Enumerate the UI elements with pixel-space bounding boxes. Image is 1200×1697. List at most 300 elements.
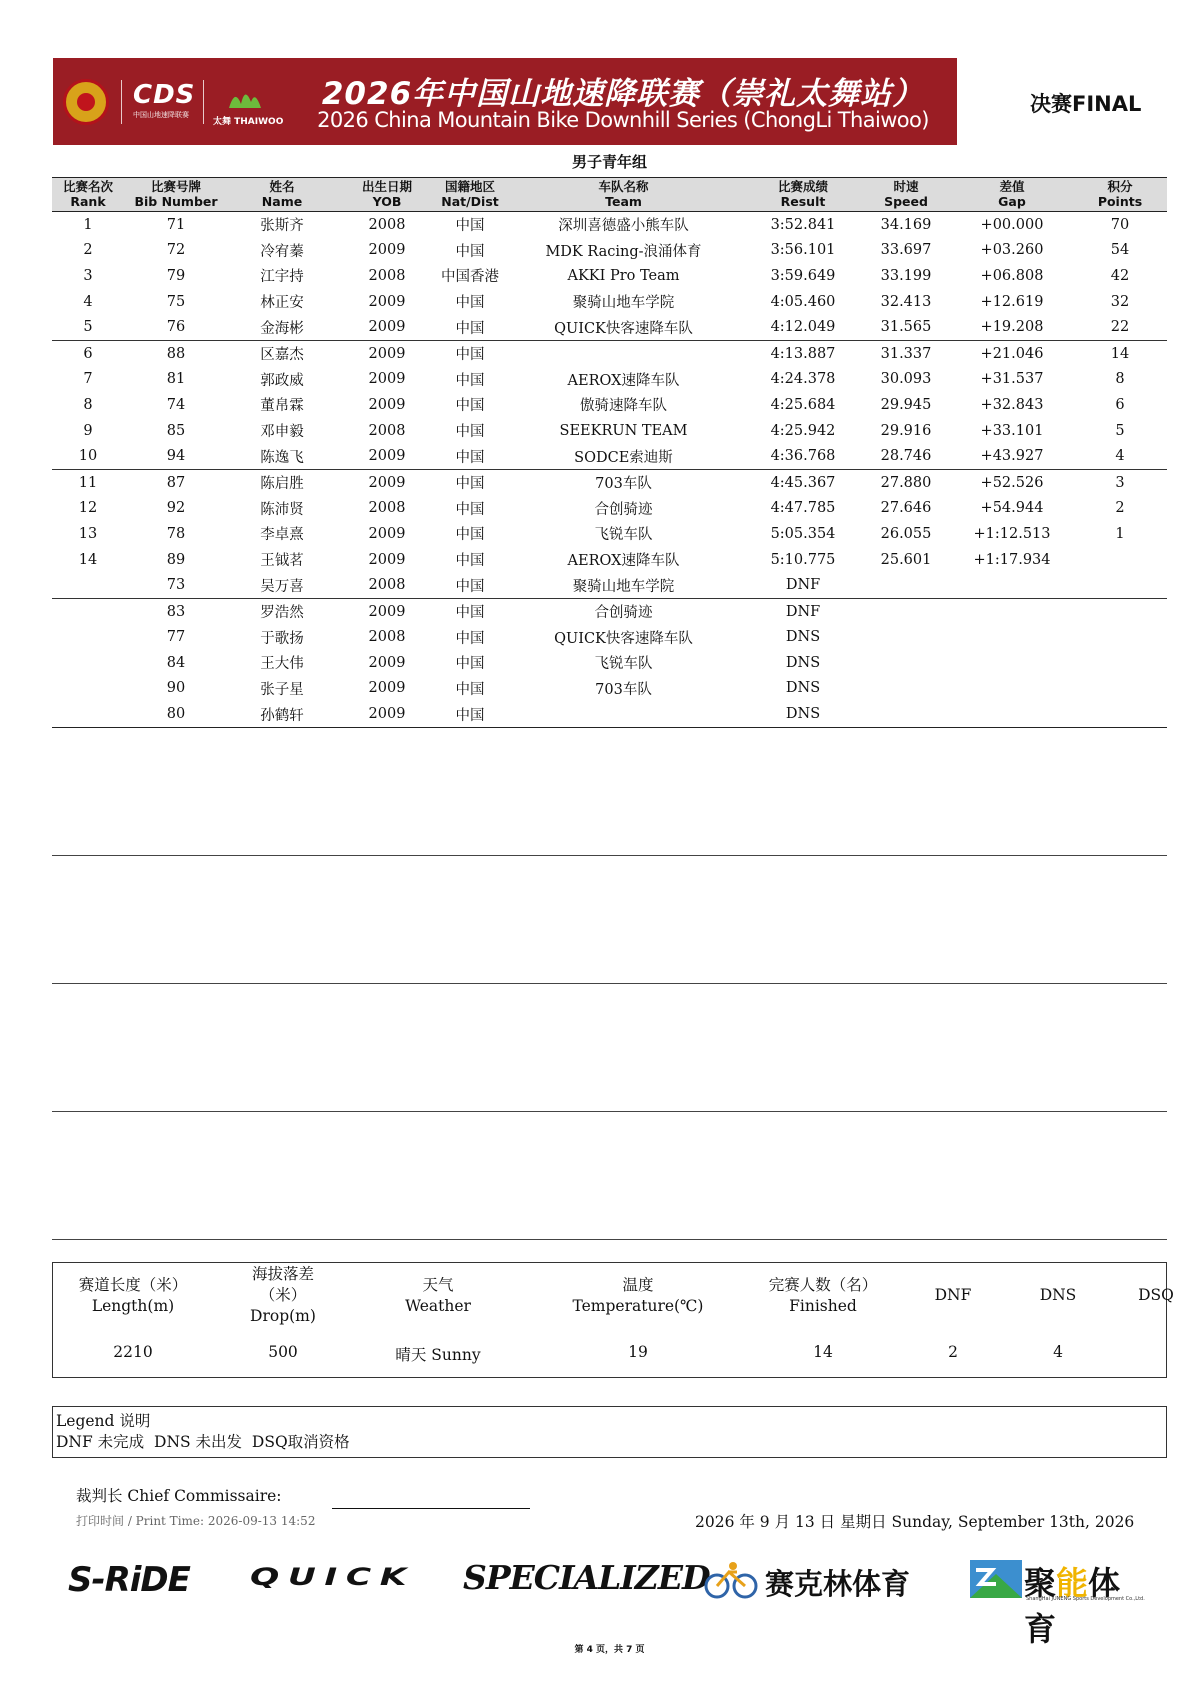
- bicycle-icon: [703, 1560, 759, 1600]
- cell-gap: [951, 676, 1073, 702]
- cell-result: 3:52.841: [770, 216, 836, 233]
- cell-gap: [951, 650, 1073, 676]
- thaiwoo-logo: [213, 84, 293, 128]
- cell-points: 8: [1115, 371, 1125, 388]
- finished-label-en: Finished: [789, 1297, 857, 1315]
- cell-yob: 2009: [336, 701, 438, 727]
- cell-rank: 12: [78, 500, 98, 517]
- dsq-label: DSQ: [1138, 1286, 1174, 1304]
- temperature-label-en: Temperature(℃): [572, 1297, 704, 1315]
- column-header: [745, 178, 861, 212]
- cell-gap: +03.260: [980, 242, 1044, 259]
- cell-points: 4: [1073, 443, 1167, 469]
- cell-gap: +19.208: [951, 314, 1073, 340]
- specialized-logo: SPECIALIZED: [463, 1558, 710, 1597]
- cell-name: 邓申毅: [260, 424, 304, 441]
- cell-points: 3: [1115, 474, 1125, 491]
- cell-gap: +52.526: [980, 474, 1044, 491]
- cell-name: 江宇持: [260, 269, 304, 286]
- cell-name: 李卓熹: [260, 527, 304, 544]
- cell-rank: 9: [83, 422, 93, 439]
- table-row: [52, 701, 1167, 727]
- cell-result: DNS: [785, 629, 821, 646]
- length-label-cn: 赛道长度（米）: [78, 1276, 188, 1294]
- juneng-sports-logo: [970, 1556, 1150, 1648]
- cell-points: [1073, 701, 1167, 727]
- cell-yob: 2009: [336, 443, 438, 469]
- dns-label: DNS: [1039, 1286, 1077, 1304]
- cell-yob: 2008: [336, 572, 438, 598]
- cell-yob: 2009: [368, 680, 406, 697]
- cell-yob: 2008: [368, 500, 406, 517]
- column-header: [951, 178, 1073, 212]
- cell-team: 703车队: [595, 681, 652, 698]
- chief-commissaire-label: 裁判长 Chief Commissaire:: [76, 1487, 282, 1505]
- cell-team: AEROX速降车队: [567, 553, 680, 570]
- column-header: [438, 178, 502, 212]
- cell-nat: 中国: [455, 424, 485, 441]
- column-header: [52, 178, 124, 212]
- cell-nat: 中国: [455, 218, 485, 235]
- cell-speed: 29.945: [880, 396, 932, 413]
- cell-nat: 中国: [455, 656, 485, 673]
- cell-points: 5: [1115, 422, 1125, 439]
- cell-result: 5:05.354: [770, 525, 836, 542]
- cell-bib: 89: [166, 551, 186, 568]
- cell-rank: 14: [78, 551, 98, 568]
- cell-team: 深圳喜德盛小熊车队: [558, 218, 689, 235]
- cell-gap: +1:12.513: [973, 525, 1051, 542]
- cell-result: DNF: [745, 572, 861, 598]
- cell-bib: 73: [124, 572, 228, 598]
- cell-speed: 25.601: [880, 551, 932, 568]
- cell-speed: 27.646: [880, 500, 932, 517]
- national-emblem-icon: [63, 79, 109, 125]
- cell-points: [1073, 598, 1167, 624]
- cell-rank: 1: [83, 216, 93, 233]
- juneng-text-accent: 能: [1056, 1564, 1089, 1602]
- blank-row-divider: [52, 1111, 1167, 1112]
- cell-points: [1073, 547, 1167, 573]
- cell-yob: 2008: [368, 267, 406, 284]
- cell-speed: 33.697: [880, 242, 932, 259]
- cell-speed: 31.565: [861, 314, 951, 340]
- cell-rank: 4: [83, 293, 93, 310]
- cell-result: 4:13.887: [770, 345, 836, 362]
- cell-yob: 2009: [368, 345, 406, 362]
- cell-name: 张子星: [260, 681, 304, 698]
- table-row: [52, 212, 1167, 238]
- cell-team: 傲骑速降车队: [580, 398, 667, 415]
- cell-name: 郭政威: [260, 372, 304, 389]
- weather-label: [383, 1275, 493, 1317]
- cell-nat: 中国: [455, 243, 485, 260]
- cell-gap: +32.843: [980, 396, 1044, 413]
- event-title-en: 2026 China Mountain Bike Downhill Series (ChongLi Thaiwoo): [317, 108, 929, 132]
- cell-yob: 2009: [368, 396, 406, 413]
- cell-speed: 27.880: [880, 474, 932, 491]
- weather-label-en: Weather: [405, 1297, 471, 1315]
- cell-team: 703车队: [595, 476, 652, 493]
- quick-logo-icon: [250, 1566, 420, 1588]
- cell-rank: 3: [83, 267, 93, 284]
- cell-speed: 29.916: [880, 422, 932, 439]
- print-time: 打印时间 / Print Time: 2026-09-13 14:52: [76, 1514, 316, 1528]
- results-table: [52, 177, 1167, 728]
- cell-team: 飞锐车队: [594, 656, 653, 673]
- stage-label: 决赛FINAL: [1030, 92, 1142, 116]
- cell-team: 聚骑山地车学院: [572, 295, 675, 312]
- saike-sports-logo: [703, 1556, 933, 1606]
- column-header: [336, 178, 438, 212]
- cell-bib: 71: [166, 216, 186, 233]
- cell-rank: [52, 701, 124, 727]
- cell-nat: 中国: [455, 476, 485, 493]
- cell-speed: [861, 625, 951, 651]
- cell-name: 罗浩然: [260, 605, 304, 622]
- cell-points: 70: [1110, 216, 1130, 233]
- cell-nat: 中国: [438, 701, 502, 727]
- cell-result: 4:36.768: [745, 443, 861, 469]
- cell-speed: 32.413: [880, 293, 932, 310]
- legend-title: Legend 说明: [56, 1412, 151, 1430]
- cell-yob: 2009: [368, 654, 406, 671]
- table-row: [52, 521, 1167, 547]
- cell-points: 14: [1110, 345, 1130, 362]
- cell-yob: 2008: [368, 422, 406, 439]
- cell-speed: 28.746: [861, 443, 951, 469]
- cell-rank: 10: [52, 443, 124, 469]
- cell-team: QUICK快客速降车队: [502, 314, 745, 340]
- cell-nat: 中国: [438, 314, 502, 340]
- cell-rank: [52, 676, 124, 702]
- cell-yob: 2008: [368, 629, 406, 646]
- cell-points: 1: [1115, 525, 1125, 542]
- cell-name: 冷宥蓁: [260, 243, 304, 260]
- cell-yob: 2009: [368, 242, 406, 259]
- cell-result: 4:25.684: [770, 396, 836, 413]
- cell-team: 合创骑迹: [594, 605, 653, 622]
- cell-name: 王钺茗: [260, 553, 304, 570]
- cell-yob: 2009: [368, 525, 406, 542]
- cell-rank: 7: [83, 371, 93, 388]
- cell-nat: 中国: [455, 372, 485, 389]
- cell-bib: 88: [166, 345, 186, 362]
- cell-result: 3:59.649: [770, 267, 836, 284]
- cell-gap: +33.101: [980, 422, 1044, 439]
- cell-name: 王大伟: [260, 656, 304, 673]
- cell-speed: 31.337: [880, 345, 932, 362]
- cell-points: 2: [1115, 500, 1125, 517]
- banner-divider: [203, 80, 204, 124]
- blank-row-divider: [52, 1239, 1167, 1240]
- cell-bib: 94: [124, 443, 228, 469]
- cell-result: DNS: [785, 680, 821, 697]
- column-header: [1073, 178, 1167, 212]
- legend-text: DNF 未完成 DNS 未出发 DSQ取消资格: [56, 1433, 350, 1451]
- cell-nat: 中国: [455, 605, 485, 622]
- table-row: [52, 289, 1167, 315]
- cell-gap: [951, 701, 1073, 727]
- cell-team: [502, 701, 745, 727]
- cds-logo-text: CDS: [133, 80, 196, 110]
- cell-name: 区嘉杰: [260, 347, 304, 364]
- juneng-mark-icon: [970, 1560, 1022, 1598]
- length-value: 2210: [113, 1343, 153, 1361]
- cell-points: [1073, 676, 1167, 702]
- drop-value: 500: [268, 1343, 298, 1361]
- column-header-cn: 车队名称: [598, 179, 649, 194]
- column-header-en: Gap: [998, 194, 1026, 209]
- cell-gap: +1:17.934: [973, 551, 1051, 568]
- cell-yob: 2009: [368, 551, 406, 568]
- column-header-en: Speed: [884, 194, 928, 209]
- cell-name: 林正安: [260, 295, 304, 312]
- saike-sports-text: 赛克林体育: [765, 1567, 911, 1601]
- cell-gap: +00.000: [980, 216, 1044, 233]
- cell-yob: 2009: [368, 603, 406, 620]
- drop-label-unit: （米）: [259, 1286, 307, 1304]
- cell-name: 董帛霖: [260, 398, 304, 415]
- cell-yob: 2009: [368, 474, 406, 491]
- table-row: [52, 676, 1167, 702]
- cell-speed: 33.199: [880, 267, 932, 284]
- cell-points: 22: [1073, 314, 1167, 340]
- cell-result: 4:12.049: [745, 314, 861, 340]
- cell-name: 陈沛贤: [260, 501, 304, 518]
- column-header-en: YOB: [372, 194, 402, 209]
- cell-result: DNS: [745, 701, 861, 727]
- cell-nat: 中国: [455, 527, 485, 544]
- table-row: [52, 598, 1167, 624]
- cell-result: 4:45.367: [770, 474, 836, 491]
- cell-speed: 34.169: [880, 216, 932, 233]
- blank-row-divider: [52, 983, 1167, 984]
- juneng-subtext: ShangHai JUNENG Sports Development Co.,Ltd.: [1026, 1596, 1145, 1602]
- cell-nat: 中国: [438, 443, 502, 469]
- length-label-en: Length(m): [91, 1297, 175, 1315]
- cell-points: [1073, 572, 1167, 598]
- cell-points: 42: [1110, 267, 1130, 284]
- table-row: [52, 392, 1167, 418]
- cell-team: [502, 340, 745, 366]
- table-row: [52, 469, 1167, 495]
- cell-rank: 11: [78, 474, 98, 491]
- table-row: [52, 650, 1167, 676]
- column-header-cn: 出生日期: [361, 179, 412, 194]
- cell-bib: 75: [166, 293, 186, 310]
- cell-speed: [861, 650, 951, 676]
- cell-rank: 13: [78, 525, 98, 542]
- finished-label: [743, 1275, 903, 1317]
- cds-logo-subtext: 中国山地速降联赛: [133, 111, 189, 119]
- cell-points: [1073, 650, 1167, 676]
- cell-name: 陈启胜: [260, 476, 304, 493]
- quick-logo: [250, 1566, 420, 1588]
- temperature-label: [558, 1275, 718, 1317]
- cell-gap: +06.808: [980, 267, 1044, 284]
- temperature-label-cn: 温度: [622, 1276, 654, 1294]
- cell-gap: +54.944: [980, 500, 1044, 517]
- cell-bib: 90: [166, 680, 186, 697]
- column-header-cn: 姓名: [269, 179, 295, 194]
- finished-value: 14: [813, 1343, 833, 1361]
- cell-team: SEEKRUN TEAM: [559, 422, 688, 439]
- cell-bib: 78: [166, 525, 186, 542]
- cell-bib: 85: [166, 422, 186, 439]
- cell-yob: 2009: [368, 293, 406, 310]
- cell-speed: 26.055: [880, 525, 932, 542]
- column-header-en: Points: [1097, 194, 1143, 209]
- cell-nat: 中国: [438, 572, 502, 598]
- cell-gap: [951, 598, 1073, 624]
- cell-speed: [861, 572, 951, 598]
- cell-name: 吴万喜: [228, 572, 336, 598]
- column-header-cn: 积分: [1107, 179, 1133, 194]
- cell-yob: 2008: [368, 216, 406, 233]
- thaiwoo-leaf-icon: [227, 84, 263, 110]
- cell-result: 4:05.460: [770, 293, 836, 310]
- cell-nat: 中国: [455, 501, 485, 518]
- cell-nat: 中国: [455, 295, 485, 312]
- cell-team: MDK Racing-浪涌体育: [545, 243, 702, 260]
- juneng-sports-text: [1024, 1558, 1150, 1650]
- drop-label-en: Drop(m): [250, 1307, 316, 1325]
- cell-speed: [861, 598, 951, 624]
- event-date: 2026 年 9 月 13 日 星期日 Sunday, September 13th, 2026: [695, 1513, 1135, 1531]
- cell-points: 32: [1110, 293, 1130, 310]
- column-header-en: Name: [261, 194, 303, 209]
- banner-divider: [121, 80, 122, 124]
- table-row: [52, 314, 1167, 340]
- drop-label: [233, 1264, 333, 1327]
- cell-nat: 中国: [455, 398, 485, 415]
- table-row: [52, 547, 1167, 573]
- cell-bib: 81: [166, 371, 186, 388]
- cell-gap: +31.537: [980, 371, 1044, 388]
- cell-result: 4:24.378: [770, 371, 836, 388]
- dnf-value: 2: [948, 1343, 958, 1361]
- table-row: [52, 496, 1167, 522]
- cell-gap: +12.619: [980, 293, 1044, 310]
- cell-nat: 中国香港: [441, 269, 499, 286]
- column-header-cn: 时速: [893, 179, 919, 194]
- cell-team: 飞锐车队: [594, 527, 653, 544]
- column-header-cn: 比赛成绩: [777, 179, 828, 194]
- cell-bib: 80: [124, 701, 228, 727]
- cell-name: 张斯齐: [260, 218, 304, 235]
- cell-team: AEROX速降车队: [567, 372, 680, 389]
- cell-name: 孙鹤轩: [228, 701, 336, 727]
- cell-rank: [52, 650, 124, 676]
- column-header-en: Team: [605, 194, 642, 209]
- cell-team: 聚骑山地车学院: [502, 572, 745, 598]
- cell-bib: 79: [166, 267, 186, 284]
- weather-label-cn: 天气: [422, 1276, 454, 1294]
- column-header: [861, 178, 951, 212]
- table-row: [52, 625, 1167, 651]
- column-header-cn: 比赛号牌: [150, 179, 201, 194]
- cell-bib: 72: [166, 242, 186, 259]
- table-header-row: [52, 178, 1167, 212]
- column-header: [228, 178, 336, 212]
- table-row: [52, 263, 1167, 289]
- cell-result: 3:56.101: [770, 242, 836, 259]
- cell-result: DNS: [785, 654, 821, 671]
- column-header-en: Bib Number: [134, 194, 218, 209]
- drop-label-cn: 海拔落差: [251, 1265, 314, 1283]
- cell-speed: 30.093: [880, 371, 932, 388]
- cell-rank: 8: [83, 396, 93, 413]
- juneng-text-part: 体育: [1024, 1564, 1121, 1648]
- finished-label-cn: 完赛人数（名）: [768, 1276, 878, 1294]
- cell-nat: 中国: [455, 630, 485, 647]
- cell-bib: 74: [166, 396, 186, 413]
- race-summary: [52, 1262, 1174, 1378]
- column-header-en: Result: [780, 194, 826, 209]
- cell-team: 合创骑迹: [594, 501, 653, 518]
- table-row: [52, 367, 1167, 393]
- cell-rank: 6: [83, 345, 93, 362]
- cell-yob: 2009: [336, 314, 438, 340]
- cell-rank: [52, 625, 124, 651]
- table-row: [52, 418, 1167, 444]
- cell-gap: [951, 625, 1073, 651]
- column-header: [502, 178, 745, 212]
- page-number: 第 4 页，共 7 页: [574, 1645, 645, 1655]
- cell-result: DNF: [785, 603, 821, 620]
- cell-speed: [861, 701, 951, 727]
- cell-rank: 2: [83, 242, 93, 259]
- dns-value: 4: [1053, 1343, 1063, 1361]
- cell-yob: 2009: [368, 371, 406, 388]
- cell-nat: 中国: [455, 681, 485, 698]
- cell-points: 54: [1110, 242, 1130, 259]
- group-title: 男子青年组: [571, 153, 647, 171]
- cell-nat: 中国: [455, 347, 485, 364]
- cell-bib: 87: [166, 474, 186, 491]
- column-header-cn: 国籍地区: [444, 179, 495, 194]
- cell-gap: +21.046: [980, 345, 1044, 362]
- thaiwoo-logo-text: 太舞 THAIWOO: [213, 117, 284, 127]
- cell-bib: 92: [166, 500, 186, 517]
- sride-logo: S-RiDE: [68, 1560, 190, 1600]
- cell-result: 5:10.775: [770, 551, 836, 568]
- cell-result: 4:47.785: [770, 500, 836, 517]
- column-header: [124, 178, 228, 212]
- juneng-text-part: 聚: [1024, 1564, 1057, 1602]
- cell-name: 于歌扬: [260, 630, 304, 647]
- cell-bib: 76: [124, 314, 228, 340]
- cell-bib: 83: [166, 603, 186, 620]
- column-header-en: Nat/Dist: [441, 194, 499, 209]
- cell-bib: 84: [166, 654, 186, 671]
- cell-points: [1073, 625, 1167, 651]
- cell-rank: 5: [52, 314, 124, 340]
- table-row: [52, 340, 1167, 366]
- column-header-en: Rank: [70, 194, 106, 209]
- column-header-cn: 比赛名次: [62, 179, 113, 194]
- cell-bib: 77: [166, 629, 186, 646]
- column-header-cn: 差值: [999, 179, 1025, 194]
- temperature-value: 19: [628, 1343, 648, 1361]
- dnf-label: DNF: [934, 1286, 972, 1304]
- cell-speed: [861, 676, 951, 702]
- cell-name: 金海彬: [228, 314, 336, 340]
- cell-rank: [52, 598, 124, 624]
- quick-logo-text: QUICK: [250, 1566, 415, 1588]
- results-body: [52, 212, 1167, 728]
